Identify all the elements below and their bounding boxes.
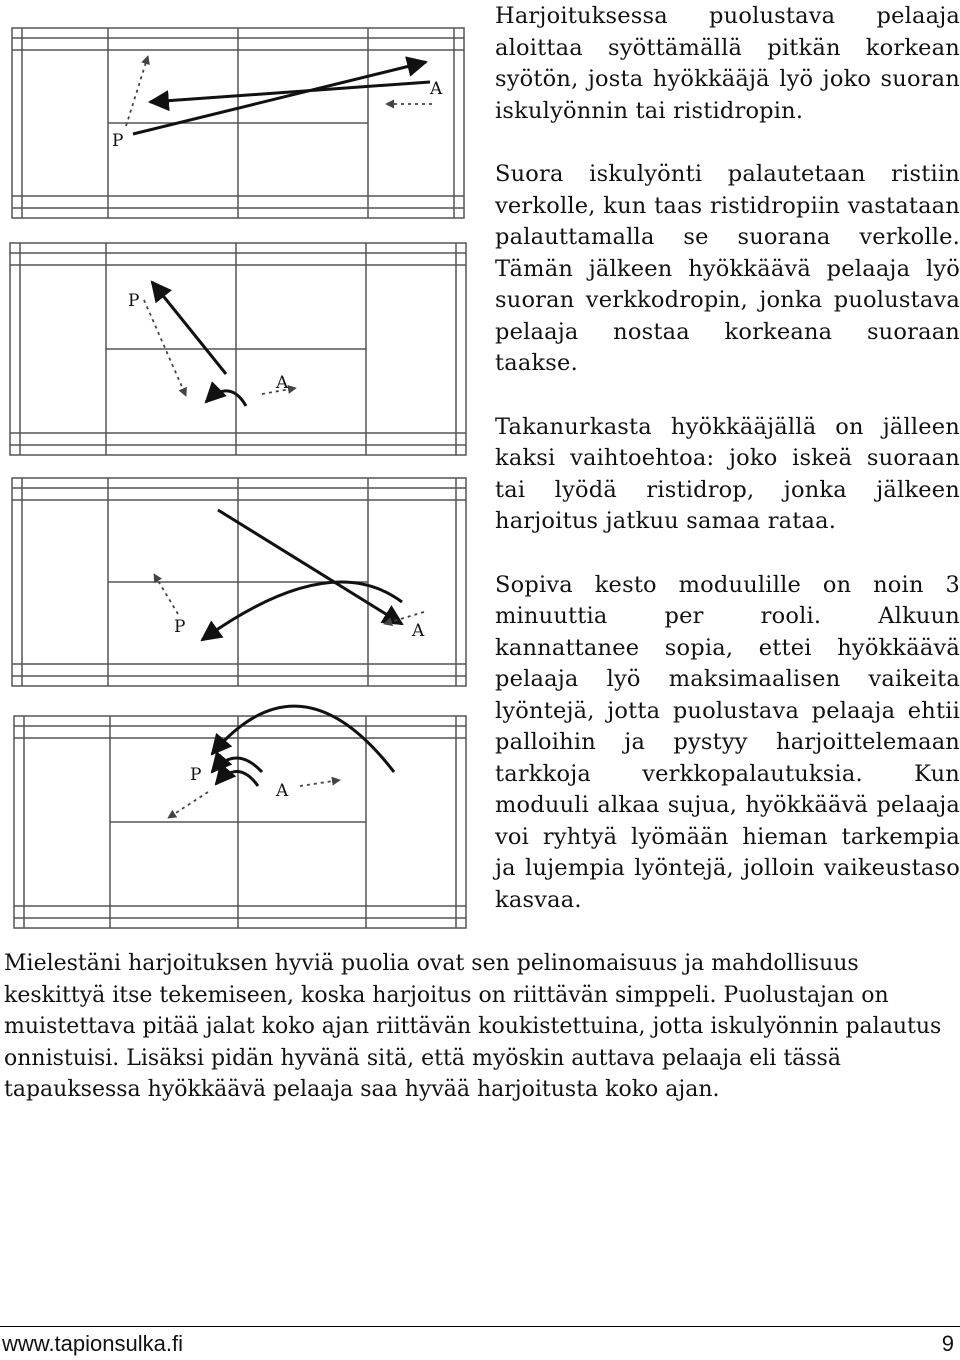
player-label: P xyxy=(128,291,140,311)
court-diagram-4 xyxy=(14,706,466,928)
court-diagram-1 xyxy=(12,28,464,218)
attacker-label: A xyxy=(276,373,289,393)
attacker-label: A xyxy=(412,621,425,641)
paragraph-4: Sopiva kesto moduulille on noin 3 minuuttia per rooli. Alkuun kannattanee sopia, ettei hyökkäävä pelaaja lyö maksimaalisen vaikeita lyöntejä, jotta puolustava pelaaja ehtii palloihin ja pystyy harjoittelemaan tarkkoja verkkopalautuksia. Kun moduuli alkaa sujua, hyökkäävä pelaaja voi ryhtyä lyömään hieman tarkempia ja lujempia lyöntejä, jolloin vaikeustaso kasvaa. xyxy=(495,571,960,913)
paragraph-3: Takanurkasta hyökkääjällä on jälleen kaksi vaihtoehtoa: joko iskeä suoraan tai lyödä ristidrop, jonka jälkeen harjoitus jatkuu samaa rataa. xyxy=(495,413,960,534)
footer-divider xyxy=(0,1326,960,1327)
court-diagram-3 xyxy=(12,478,466,686)
attacker-label: A xyxy=(276,781,289,801)
paragraph-2: Suora iskulyönti palautetaan ristiin verkolle, kun taas ristidropiin vastataan palauttamalla se suorana verkolle. Tämän jälkeen hyökkäävä pelaaja lyö suoran verkkodropin, jonka puolustava pelaaja nostaa korkeana suoraan taakse. xyxy=(495,161,960,376)
player-label: P xyxy=(174,617,186,637)
player-label: P xyxy=(190,765,202,785)
court-diagram-2 xyxy=(10,243,466,455)
attacker-label: A xyxy=(430,79,443,99)
court-diagrams xyxy=(0,0,480,940)
footer-url[interactable]: www.tapionsulka.fi xyxy=(2,1331,183,1356)
right-column-text xyxy=(495,0,960,916)
page-number: 9 xyxy=(941,1331,954,1356)
full-width-text xyxy=(4,948,954,1106)
player-label: P xyxy=(112,131,124,151)
paragraph-1: Harjoituksessa puolustava pelaaja aloittaa syöttämällä pitkän korkean syötön, josta hyökkääjä lyö joko suoran iskulyönnin tai ristidropin. xyxy=(495,3,960,124)
paragraph-5: Mielestäni harjoituksen hyviä puolia ovat sen pelinomaisuus ja mahdollisuus keskittyä itse tekemiseen, koska harjoitus on riittävän simppeli. Puolustajan on muistettava pitää jalat koko ajan riittävän koukistettuina, jotta iskulyönnin palautus onnistuisi. Lisäksi pidän hyvänä sitä, että myöskin auttava pelaaja eli tässä tapauksessa hyökkäävä pelaaja saa hyvää harjoitusta koko ajan. xyxy=(4,951,942,1102)
